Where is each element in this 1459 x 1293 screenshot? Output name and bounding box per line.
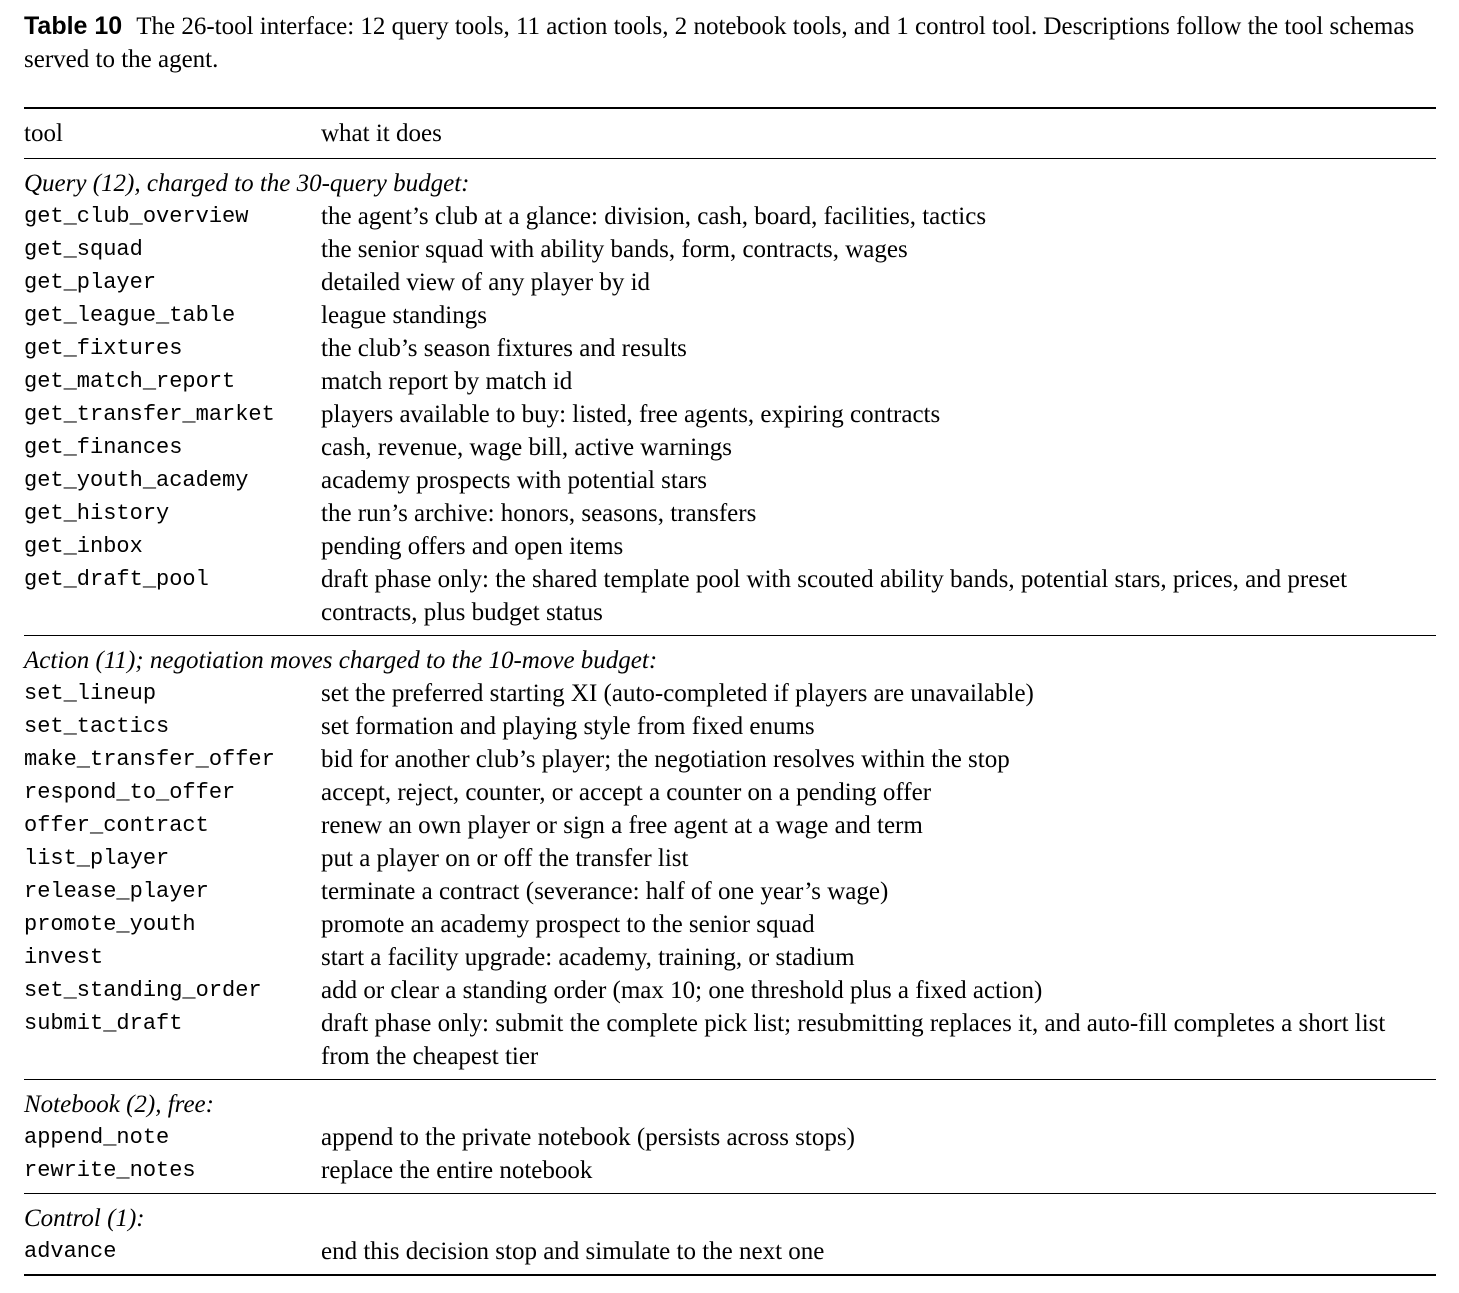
tool-description: renew an own player or sign a free agent at a wage and term [321, 812, 923, 839]
tool-description: put a player on or off the transfer list [321, 845, 689, 872]
tool-description: end this decision stop and simulate to the next one [321, 1235, 1436, 1275]
tool-name: invest [24, 945, 104, 970]
tool-name: submit_draft [24, 1011, 183, 1036]
header-tool: tool [24, 108, 321, 159]
table-row [24, 266, 1436, 299]
tool-description: set the preferred starting XI (auto-completed if players are unavailable) [321, 680, 1034, 707]
tool-name: promote_youth [24, 912, 196, 937]
tool-description: the agent’s club at a glance: division, cash, board, facilities, tactics [321, 203, 987, 230]
table-row [24, 875, 1436, 908]
section-title: Query (12), charged to the 30-query budget: [24, 159, 1436, 201]
table-row [24, 941, 1436, 974]
tool-name: list_player [24, 846, 170, 871]
tool-description: promote an academy prospect to the senior squad [321, 911, 815, 938]
table-row [24, 677, 1436, 710]
table-row [24, 365, 1436, 398]
section-title: Notebook (2), free: [24, 1080, 1436, 1122]
tool-name: get_club_overview [24, 204, 249, 229]
tool-name: rewrite_notes [24, 1158, 196, 1183]
tool-name: get_history [24, 501, 170, 526]
table-row [24, 1154, 1436, 1194]
tool-name: set_lineup [24, 681, 157, 706]
tool-name: append_note [24, 1125, 170, 1150]
tool-description: replace the entire notebook [321, 1157, 593, 1184]
table-body [24, 159, 1436, 1276]
table-row [24, 1007, 1436, 1080]
section-header-row [24, 1194, 1436, 1236]
tool-description: add or clear a standing order (max 10; one threshold plus a fixed action) [321, 977, 1043, 1004]
table-row [24, 563, 1436, 636]
tool-table [24, 107, 1436, 1276]
tool-name: respond_to_offer [24, 780, 236, 805]
table-row [24, 842, 1436, 875]
tool-description: the senior squad with ability bands, form, contracts, wages [321, 236, 908, 263]
table-row [24, 710, 1436, 743]
tool-description: the club’s season fixtures and results [321, 335, 687, 362]
tool-name: advance [24, 1235, 321, 1275]
tool-description: append to the private notebook (persists across stops) [321, 1124, 855, 1151]
tool-description: players available to buy: listed, free agents, expiring contracts [321, 401, 941, 428]
tool-description: draft phase only: the shared template pool with scouted ability bands, potential stars, prices, and preset contracts, plus budget status [321, 566, 1348, 626]
header-description: what it does [321, 108, 1436, 159]
tool-name: get_inbox [24, 534, 143, 559]
section-header-row [24, 636, 1436, 678]
table-row [24, 299, 1436, 332]
table-row [24, 233, 1436, 266]
tool-name: get_squad [24, 237, 143, 262]
table-row [24, 464, 1436, 497]
table-row [24, 332, 1436, 365]
section-header-row [24, 1080, 1436, 1122]
table-caption [24, 10, 1436, 76]
tool-name: make_transfer_offer [24, 747, 275, 772]
caption-label: Table 10 [24, 12, 123, 40]
tool-name: get_finances [24, 435, 183, 460]
table-header-row [24, 108, 1436, 159]
table-row [24, 431, 1436, 464]
table-row [24, 398, 1436, 431]
paper-page [24, 10, 1436, 1276]
tool-name: get_match_report [24, 369, 236, 394]
table-row [24, 530, 1436, 563]
tool-name: get_fixtures [24, 336, 183, 361]
tool-description: academy prospects with potential stars [321, 467, 707, 494]
tool-name: set_tactics [24, 714, 170, 739]
tool-name: set_standing_order [24, 978, 262, 1003]
tool-description: cash, revenue, wage bill, active warnings [321, 434, 732, 461]
table-row [24, 776, 1436, 809]
tool-description: detailed view of any player by id [321, 269, 651, 296]
tool-description: draft phase only: submit the complete pick list; resubmitting replaces it, and auto-fill completes a short list from the cheapest tier [321, 1010, 1386, 1070]
tool-description: pending offers and open items [321, 533, 624, 560]
table-row [24, 974, 1436, 1007]
table-row [24, 1121, 1436, 1154]
table-row [24, 809, 1436, 842]
tool-description: accept, reject, counter, or accept a counter on a pending offer [321, 779, 932, 806]
caption-text: The 26-tool interface: 12 query tools, 11 action tools, 2 notebook tools, and 1 control tool. Descriptions follow the tool schemas served to the agent. [24, 13, 1415, 73]
section-title: Control (1): [24, 1194, 1436, 1236]
table-row [24, 908, 1436, 941]
tool-name: get_player [24, 270, 157, 295]
tool-description: start a facility upgrade: academy, training, or stadium [321, 944, 855, 971]
tool-name: get_transfer_market [24, 402, 275, 427]
tool-name: get_league_table [24, 303, 236, 328]
tool-description: match report by match id [321, 368, 573, 395]
tool-description: set formation and playing style from fixed enums [321, 713, 815, 740]
tool-description: the run’s archive: honors, seasons, transfers [321, 500, 757, 527]
tool-description: bid for another club’s player; the negotiation resolves within the stop [321, 746, 1010, 773]
tool-name: get_youth_academy [24, 468, 249, 493]
table-row [24, 497, 1436, 530]
tool-name: get_draft_pool [24, 567, 209, 592]
tool-description: terminate a contract (severance: half of one year’s wage) [321, 878, 889, 905]
table-row [24, 743, 1436, 776]
section-header-row [24, 159, 1436, 201]
table-row [24, 200, 1436, 233]
section-title: Action (11); negotiation moves charged to the 10-move budget: [24, 636, 1436, 678]
tool-description: league standings [321, 302, 487, 329]
tool-name: offer_contract [24, 813, 209, 838]
tool-name: release_player [24, 879, 209, 904]
table-row [24, 1235, 1436, 1275]
